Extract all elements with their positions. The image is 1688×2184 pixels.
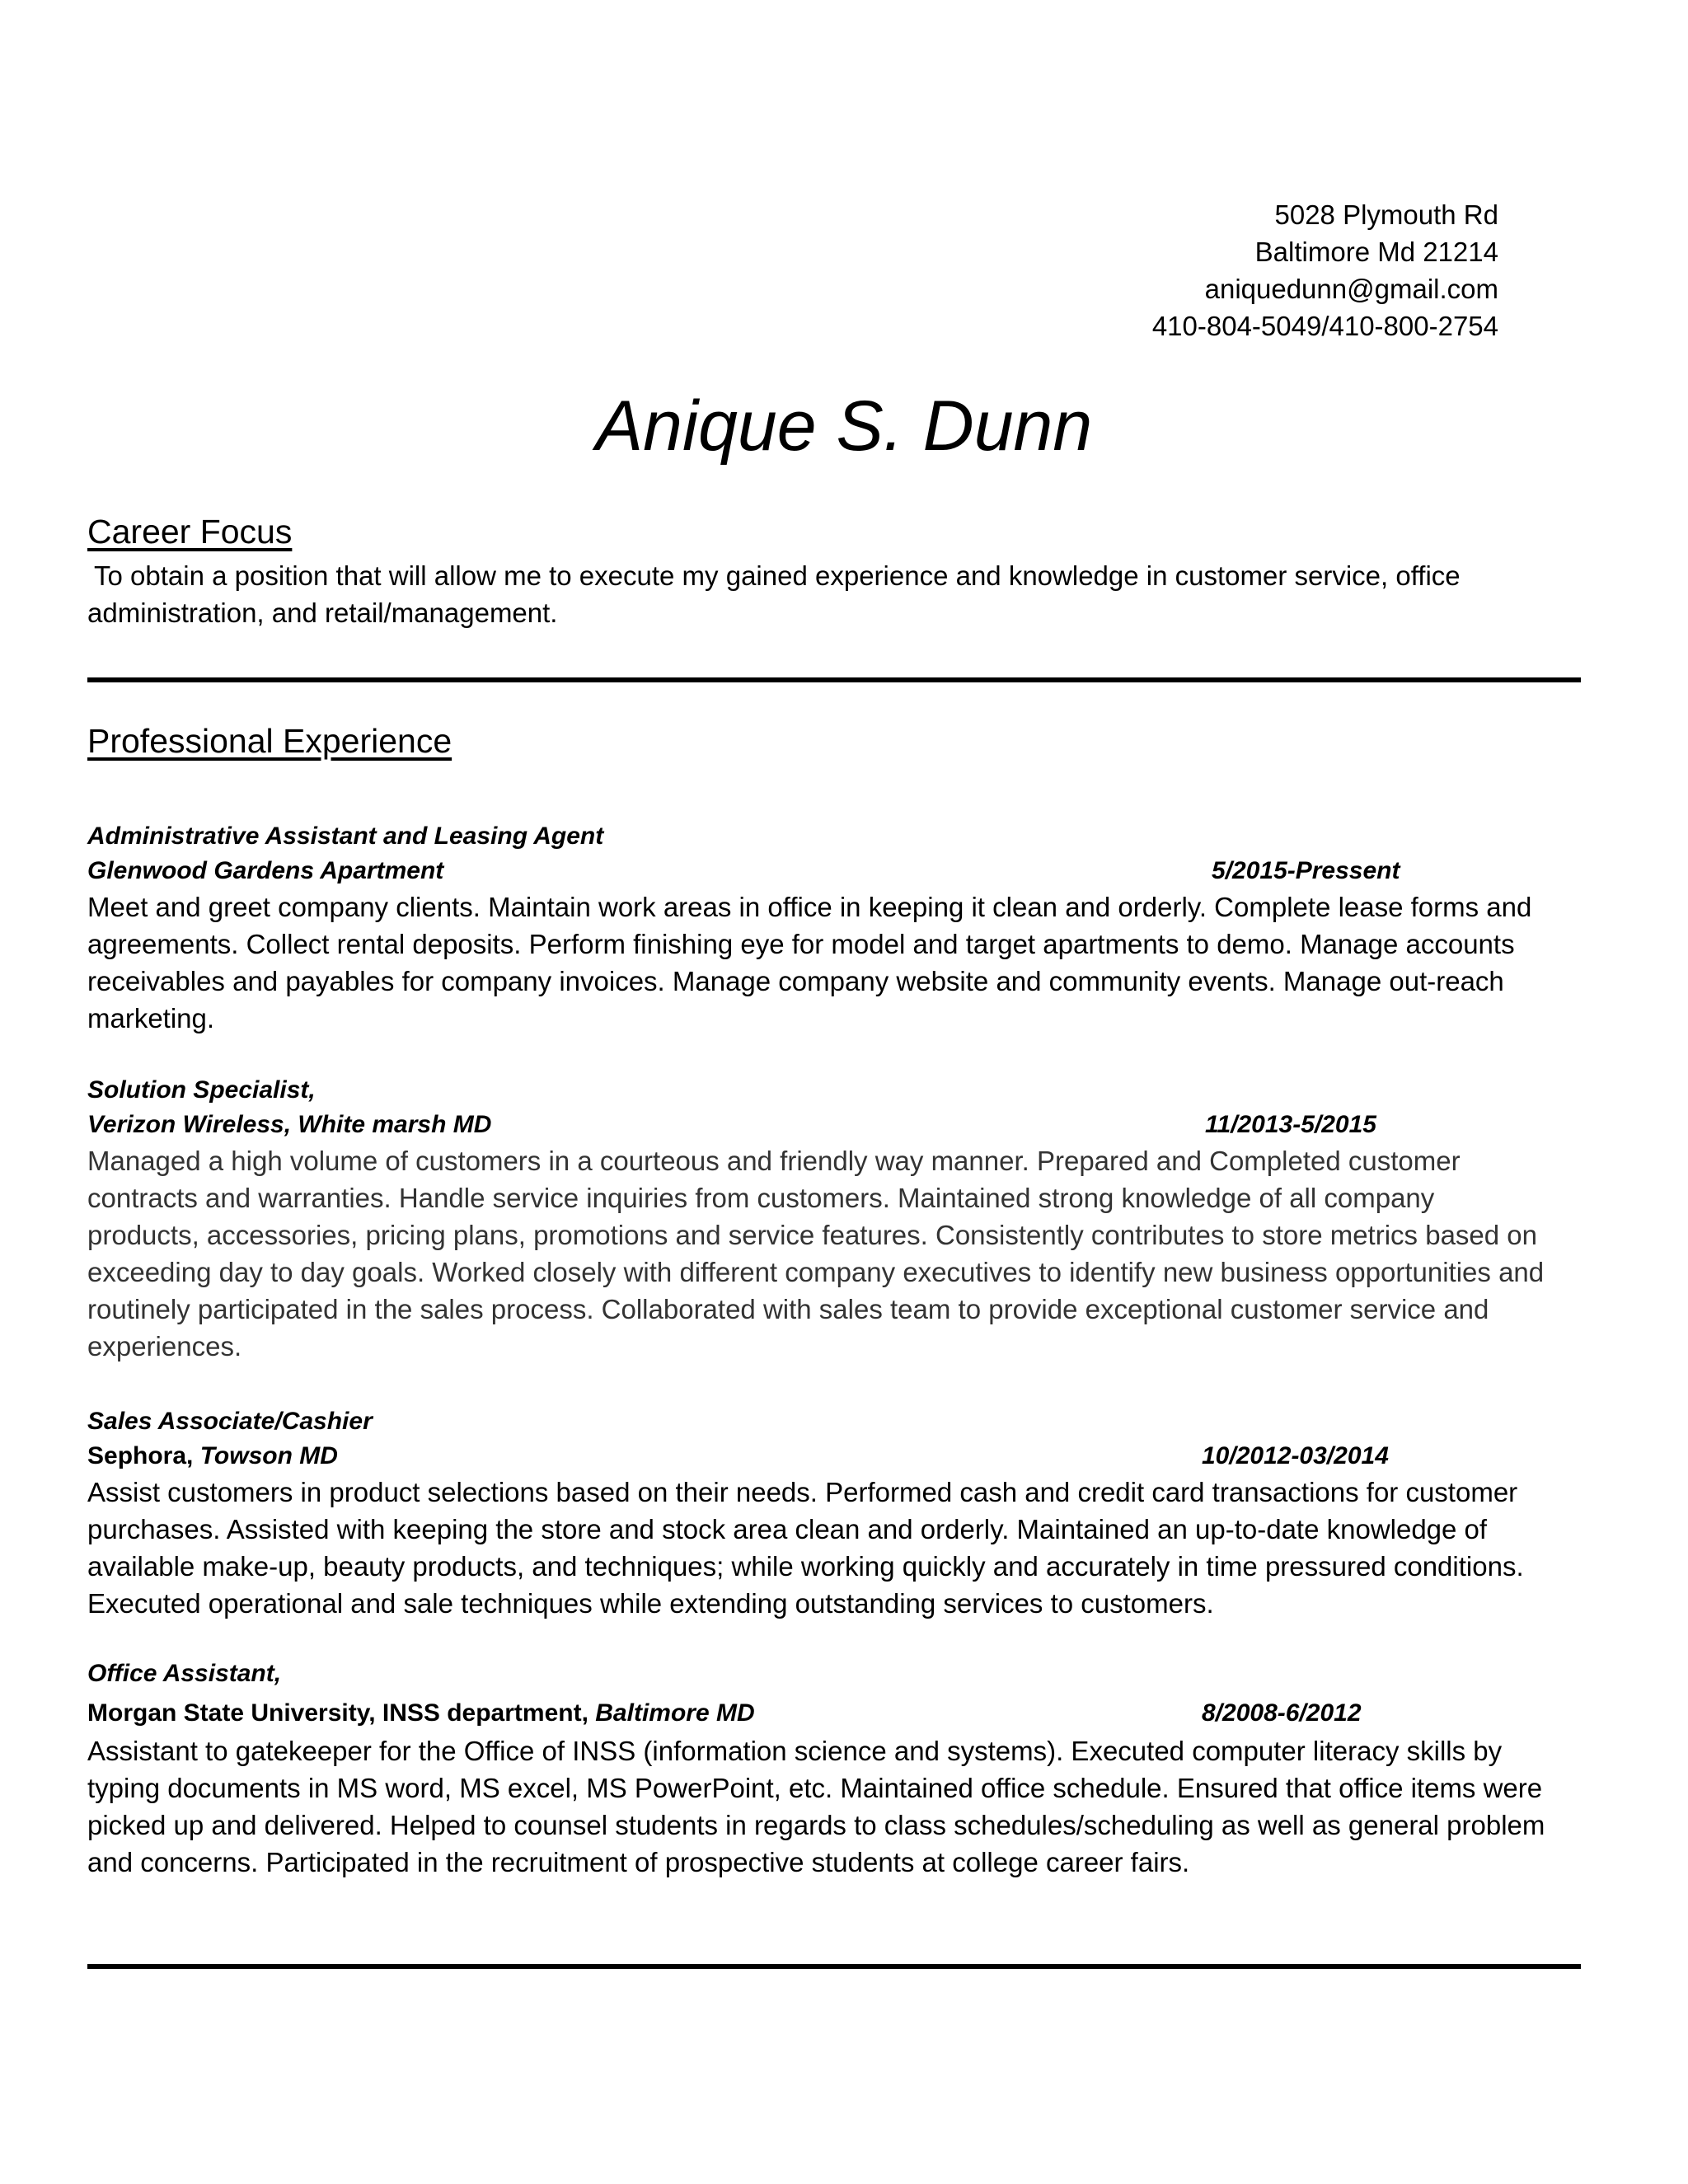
job-dates: 10/2012-03/2014 — [1202, 1442, 1389, 1469]
job-description-line: routinely participated in the sales process. Collaborated with sales team to provide exceptional customer service and — [87, 1294, 1489, 1324]
job-employer — [87, 1442, 338, 1469]
job-description-line: agreements. Collect rental deposits. Perform finishing eye for model and target apartments to demo. Manage accounts — [87, 929, 1515, 959]
job-description-line: marketing. — [87, 1003, 215, 1033]
section-divider — [87, 677, 1581, 682]
job-employer-location: Verizon Wireless, White marsh MD — [87, 1111, 492, 1138]
job-title: Administrative Assistant and Leasing Agent — [87, 823, 604, 850]
job-employer — [87, 1111, 491, 1138]
job-employer — [87, 1699, 755, 1727]
job-description-line: Managed a high volume of customers in a courteous and friendly way manner. Prepared and Completed customer — [87, 1146, 1461, 1176]
job-title: Sales Associate/Cashier — [87, 1408, 373, 1435]
job-entry — [87, 1073, 1620, 1365]
section-divider — [87, 1964, 1581, 1969]
job-employer-row — [87, 1696, 1620, 1731]
job-description-line: products, accessories, pricing plans, promotions and service features. Consistently contributes to store metrics based on — [87, 1220, 1538, 1250]
job-entry — [87, 1657, 1620, 1881]
job-employer-name: Morgan State University, INSS department, — [87, 1699, 588, 1727]
career-focus-heading: Career Focus — [87, 513, 293, 551]
job-title: Office Assistant, — [87, 1660, 282, 1687]
career-focus-line: administration, and retail/management. — [87, 598, 558, 628]
job-description-line: picked up and delivered. Helped to counsel students in regards to class schedules/scheduling as well as general problem — [87, 1810, 1545, 1840]
career-focus-line: To obtain a position that will allow me to execute my gained experience and knowledge in customer service, office — [94, 560, 1461, 591]
contact-street: 5028 Plymouth Rd — [1274, 199, 1498, 230]
applicant-name: Anique S. Dunn — [595, 387, 1093, 466]
job-description-line: Meet and greet company clients. Maintain work areas in office in keeping it clean and orderly. Complete lease forms and — [87, 892, 1532, 922]
job-description — [87, 1142, 1620, 1365]
job-description-line: purchases. Assisted with keeping the store and stock area clean and orderly. Maintained an up-to-date knowledge of — [87, 1514, 1488, 1544]
job-dates: 8/2008-6/2012 — [1202, 1699, 1362, 1727]
job-employer-name: Sephora, — [87, 1442, 194, 1469]
job-description-line: contracts and warranties. Handle service inquiries from customers. Maintained strong knowledge of all company — [87, 1183, 1435, 1213]
job-description — [87, 888, 1620, 1037]
job-description-line: exceeding day to day goals. Worked closely with different company executives to identify new business opportunities and — [87, 1257, 1545, 1287]
job-employer-row — [87, 854, 1620, 888]
job-description — [87, 1474, 1620, 1622]
job-employer-location: Towson MD — [199, 1442, 338, 1469]
contact-city: Baltimore Md 21214 — [1254, 237, 1498, 267]
job-employer — [87, 857, 443, 884]
job-description-line: Assist customers in product selections based on their needs. Performed cash and credit card transactions for customer — [87, 1477, 1518, 1507]
job-employer-row — [87, 1439, 1620, 1474]
career-focus-text — [87, 557, 1596, 631]
job-employer-location: Glenwood Gardens Apartment — [87, 857, 444, 884]
job-dates: 11/2013-5/2015 — [1205, 1111, 1376, 1138]
job-dates: 5/2015-Pressent — [1212, 857, 1400, 884]
job-employer-row — [87, 1108, 1620, 1142]
contact-email: aniquedunn@gmail.com — [1204, 274, 1498, 304]
job-description-line: Assistant to gatekeeper for the Office of INSS (information science and systems). Executed computer literacy skills by — [87, 1736, 1503, 1766]
job-description-line: receivables and payables for company invoices. Manage company website and community events. Manage out-reach — [87, 966, 1504, 996]
job-employer-location: Baltimore MD — [595, 1699, 755, 1727]
job-entry — [87, 1404, 1620, 1622]
contact-block — [1152, 196, 1498, 344]
job-description-line: typing documents in MS word, MS excel, MS PowerPoint, etc. Maintained office schedule. Ensured that office items were — [87, 1773, 1543, 1803]
professional-experience-heading: Professional Experience — [87, 722, 452, 760]
job-description-line: and concerns. Participated in the recruitment of prospective students at college career fairs. — [87, 1847, 1190, 1877]
job-description-line: Executed operational and sale techniques while extending outstanding services to customers. — [87, 1588, 1214, 1619]
job-entry — [87, 819, 1620, 1037]
job-description-line: available make-up, beauty products, and techniques; while working quickly and accurately in time pressured conditions. — [87, 1551, 1524, 1582]
contact-phone: 410-804-5049/410-800-2754 — [1151, 311, 1498, 341]
job-description — [87, 1732, 1620, 1881]
job-title: Solution Specialist, — [87, 1076, 316, 1104]
job-description-line: experiences. — [87, 1331, 242, 1361]
